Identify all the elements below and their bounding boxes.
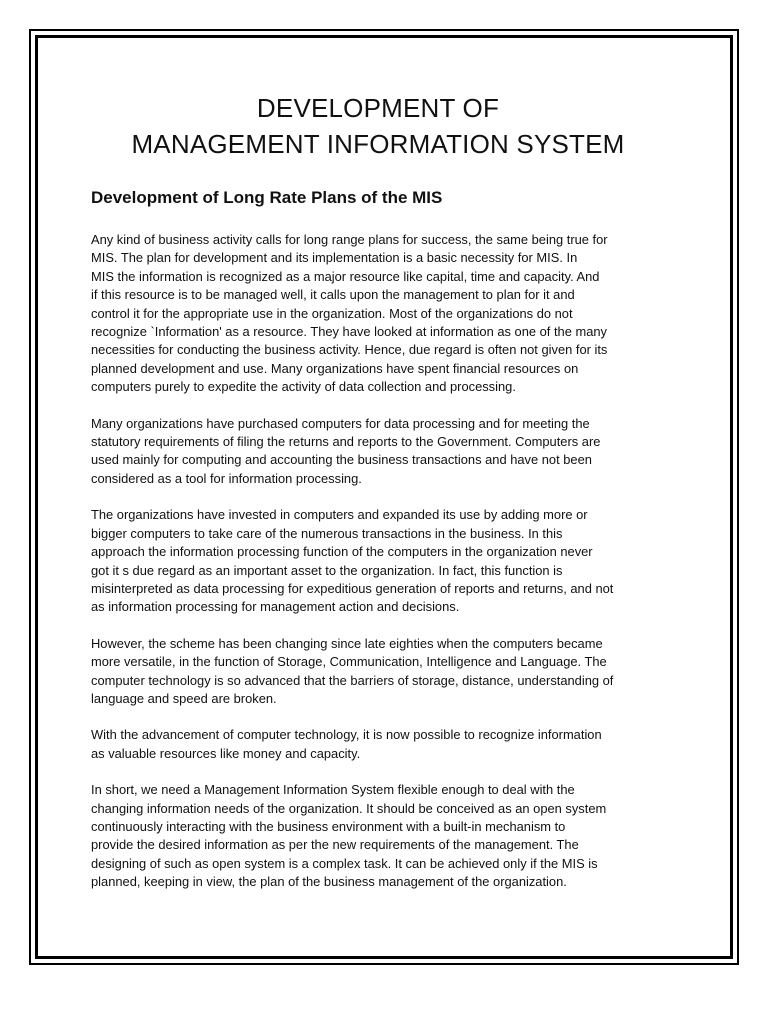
title-line-1: DEVELOPMENT OF (256, 93, 500, 123)
title-line-2: MANAGEMENT INFORMATION SYSTEM (131, 129, 625, 159)
paragraph-3: The organizations have invested in computers and expanded its use by adding more or bigger computers to take care of the numerous transactions in the business. In this approach the information processing function of the computers in the organization never got it s due regard as an important asset to the organization. In fact, this function is misinterpreted as data processing for expeditious generation of reports and returns, and not as information processing for management action and decisions. (91, 507, 614, 615)
paragraph-1: Any kind of business activity calls for long range plans for success, the same being true for MIS. The plan for development and its implementation is a basic necessity for MIS. In MIS the information is recognized as a major resource like capital, time and capacity. And if this resource is to be managed well, it calls upon the management to plan for it and control it for the appropriate use in the organization. Most of the organizations do not recognize `Information' as a resource. They have looked at information as one of the many necessities for conducting the business activity. Hence, due regard is often not given for its planned development and use. Many organizations have spent financial resources on computers purely to expedite the activity of data collection and processing. (91, 232, 608, 395)
paragraph-5: With the advancement of computer technology, it is now possible to recognize information as valuable resources like money and capacity. (91, 727, 602, 761)
document-content (91, 90, 666, 910)
paragraph-6: In short, we need a Management Information System flexible enough to deal with the changing information needs of the organization. It should be conceived as an open system continuously interacting with the business environment with a built-in mechanism to provide the desired information as per the new requirements of the management. The designing of such as open system is a complex task. It can be achieved only if the MIS is planned, keeping in view, the plan of the business management of the organization. (91, 782, 607, 890)
section-heading: Development of Long Rate Plans of the MIS (91, 188, 443, 207)
document-title (83, 90, 673, 162)
paragraph-2: Many organizations have purchased computers for data processing and for meeting the statutory requirements of filing the returns and reports to the Government. Computers are used mainly for computing and accounting the business transactions and have not been considered as a tool for information processing. (91, 415, 601, 486)
paragraph-4: However, the scheme has been changing since late eighties when the computers became more versatile, in the function of Storage, Communication, Intelligence and Language. The computer technology is so advanced that the barriers of storage, distance, understanding of language and speed are broken. (91, 635, 614, 706)
